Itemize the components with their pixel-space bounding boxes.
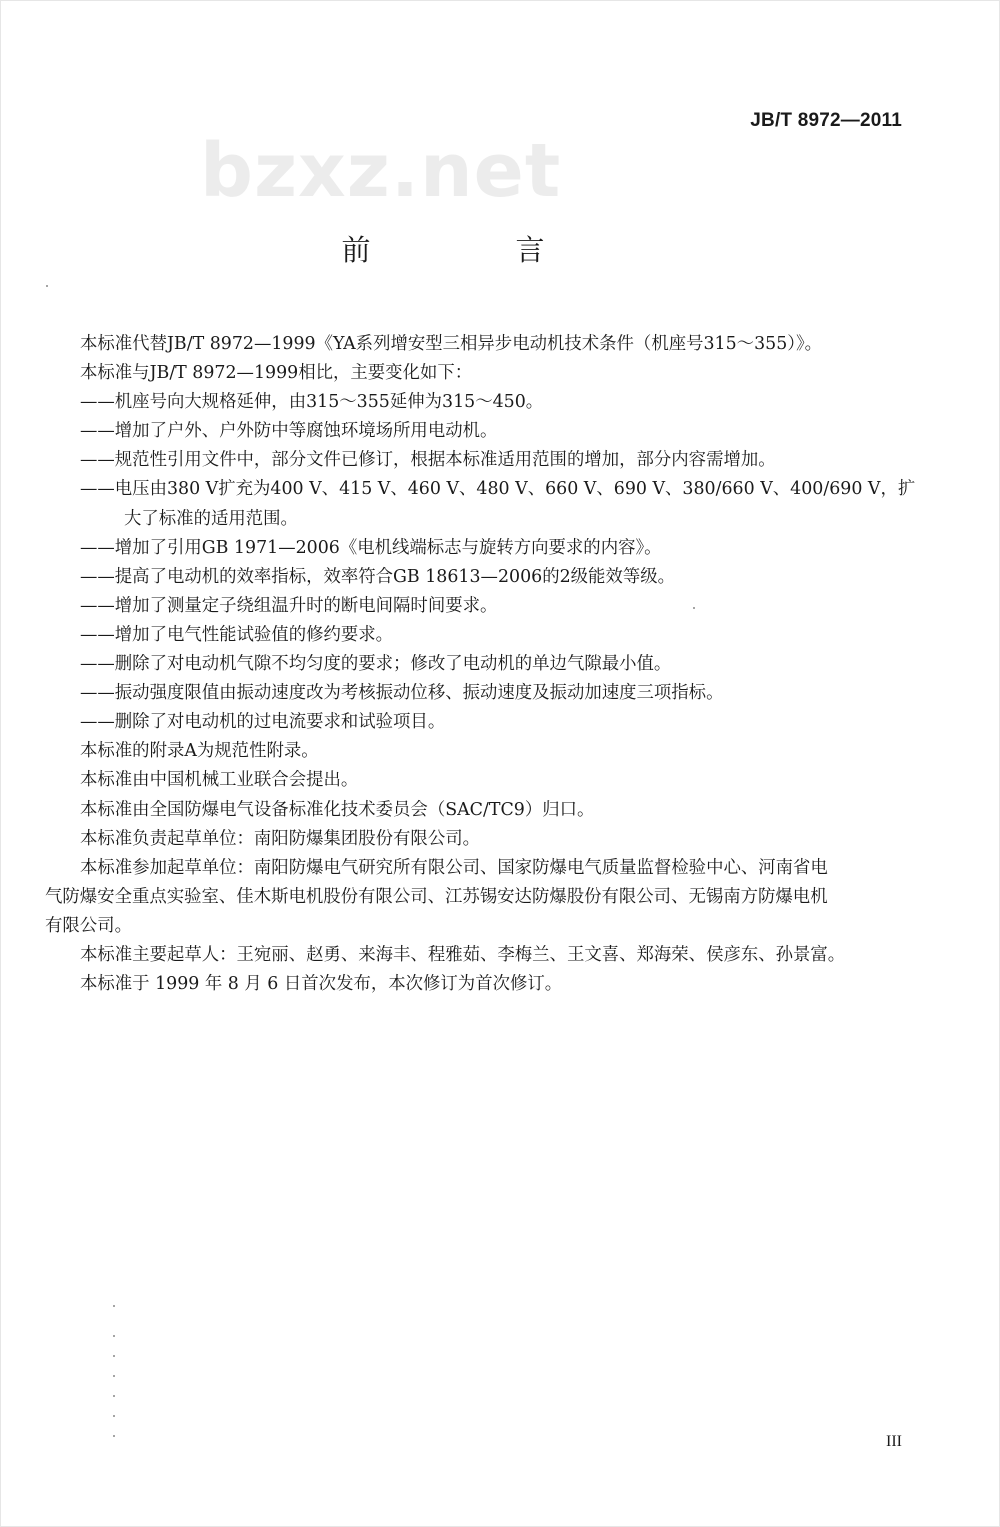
scan-speck: [113, 1335, 115, 1337]
change-item: ——规范性引用文件中，部分文件已修订，根据本标准适用范围的增加，部分内容需增加。: [80, 450, 776, 471]
scan-speck: [693, 607, 695, 609]
scan-speck: [46, 285, 48, 287]
page-title: 前 言: [341, 233, 603, 267]
paragraph-main-drafters: 本标准主要起草人：王宛丽、赵勇、来海丰、程雅茹、李梅兰、王文喜、郑海荣、侯彦东、孙景富。: [80, 944, 846, 965]
change-item: ——增加了测量定子绕组温升时的断电间隔时间要求。: [80, 595, 498, 616]
scan-speck: [113, 1415, 115, 1417]
scan-speck: [113, 1375, 115, 1377]
change-item: ——提高了电动机的效率指标，效率符合GB 18613—2006的2级能效等级。: [80, 566, 676, 587]
change-item-continuation: 大了标准的适用范围。: [124, 508, 298, 529]
page-number: III: [886, 1433, 902, 1450]
change-item: ——删除了对电动机的过电流要求和试验项目。: [80, 712, 446, 733]
standard-code: JB/T 8972—2011: [750, 110, 902, 131]
change-item: ——增加了电气性能试验值的修约要求。: [80, 624, 394, 645]
change-item: ——机座号向大规格延伸，由315～355延伸为315～450。: [80, 392, 544, 413]
change-item: ——增加了户外、户外防中等腐蚀环境场所用电动机。: [80, 421, 498, 442]
change-item: ——电压由380 V扩充为400 V、415 V、460 V、480 V、660 V、690 V、380/660 V、400/690 V，扩: [80, 479, 916, 500]
scan-speck: [113, 1395, 115, 1397]
change-item: ——振动强度限值由振动速度改为考核振动位移、振动速度及振动加速度三项指标。: [80, 683, 724, 704]
paragraph-appendix: 本标准的附录A为规范性附录。: [80, 741, 319, 762]
scan-speck: [113, 1435, 115, 1437]
change-item: ——删除了对电动机气隙不均匀度的要求；修改了电动机的单边气隙最小值。: [80, 654, 672, 675]
paragraph-history: 本标准于 1999 年 8 月 6 日首次发布，本次修订为首次修订。: [80, 974, 563, 995]
paragraph-changes-intro: 本标准与JB/T 8972—1999相比，主要变化如下：: [80, 363, 473, 384]
paragraph-participants-continuation: 气防爆安全重点实验室、佳木斯电机股份有限公司、江苏锡安达防爆股份有限公司、无锡南方防爆电机: [45, 886, 828, 907]
change-item: ——增加了引用GB 1971—2006《电机线端标志与旋转方向要求的内容》。: [80, 537, 662, 558]
scan-speck: [113, 1305, 115, 1307]
scan-speck: [113, 1355, 115, 1357]
paragraph-replaces: 本标准代替JB/T 8972—1999《YA系列增安型三相异步电动机技术条件（机座号315～355）》。: [80, 334, 823, 354]
paragraph-proposer: 本标准由中国机械工业联合会提出。: [80, 770, 359, 791]
paragraph-participants-continuation: 有限公司。: [45, 915, 132, 936]
preface-body: [45, 330, 916, 999]
paragraph-committee: 本标准由全国防爆电气设备标准化技术委员会（SAC/TC9）归口。: [80, 799, 595, 820]
paragraph-lead-drafter: 本标准负责起草单位：南阳防爆集团股份有限公司。: [80, 828, 480, 849]
paragraph-participants: 本标准参加起草单位：南阳防爆电气研究所有限公司、国家防爆电气质量监督检验中心、河南省电: [80, 857, 828, 878]
watermark: bzxz.net: [200, 128, 562, 214]
